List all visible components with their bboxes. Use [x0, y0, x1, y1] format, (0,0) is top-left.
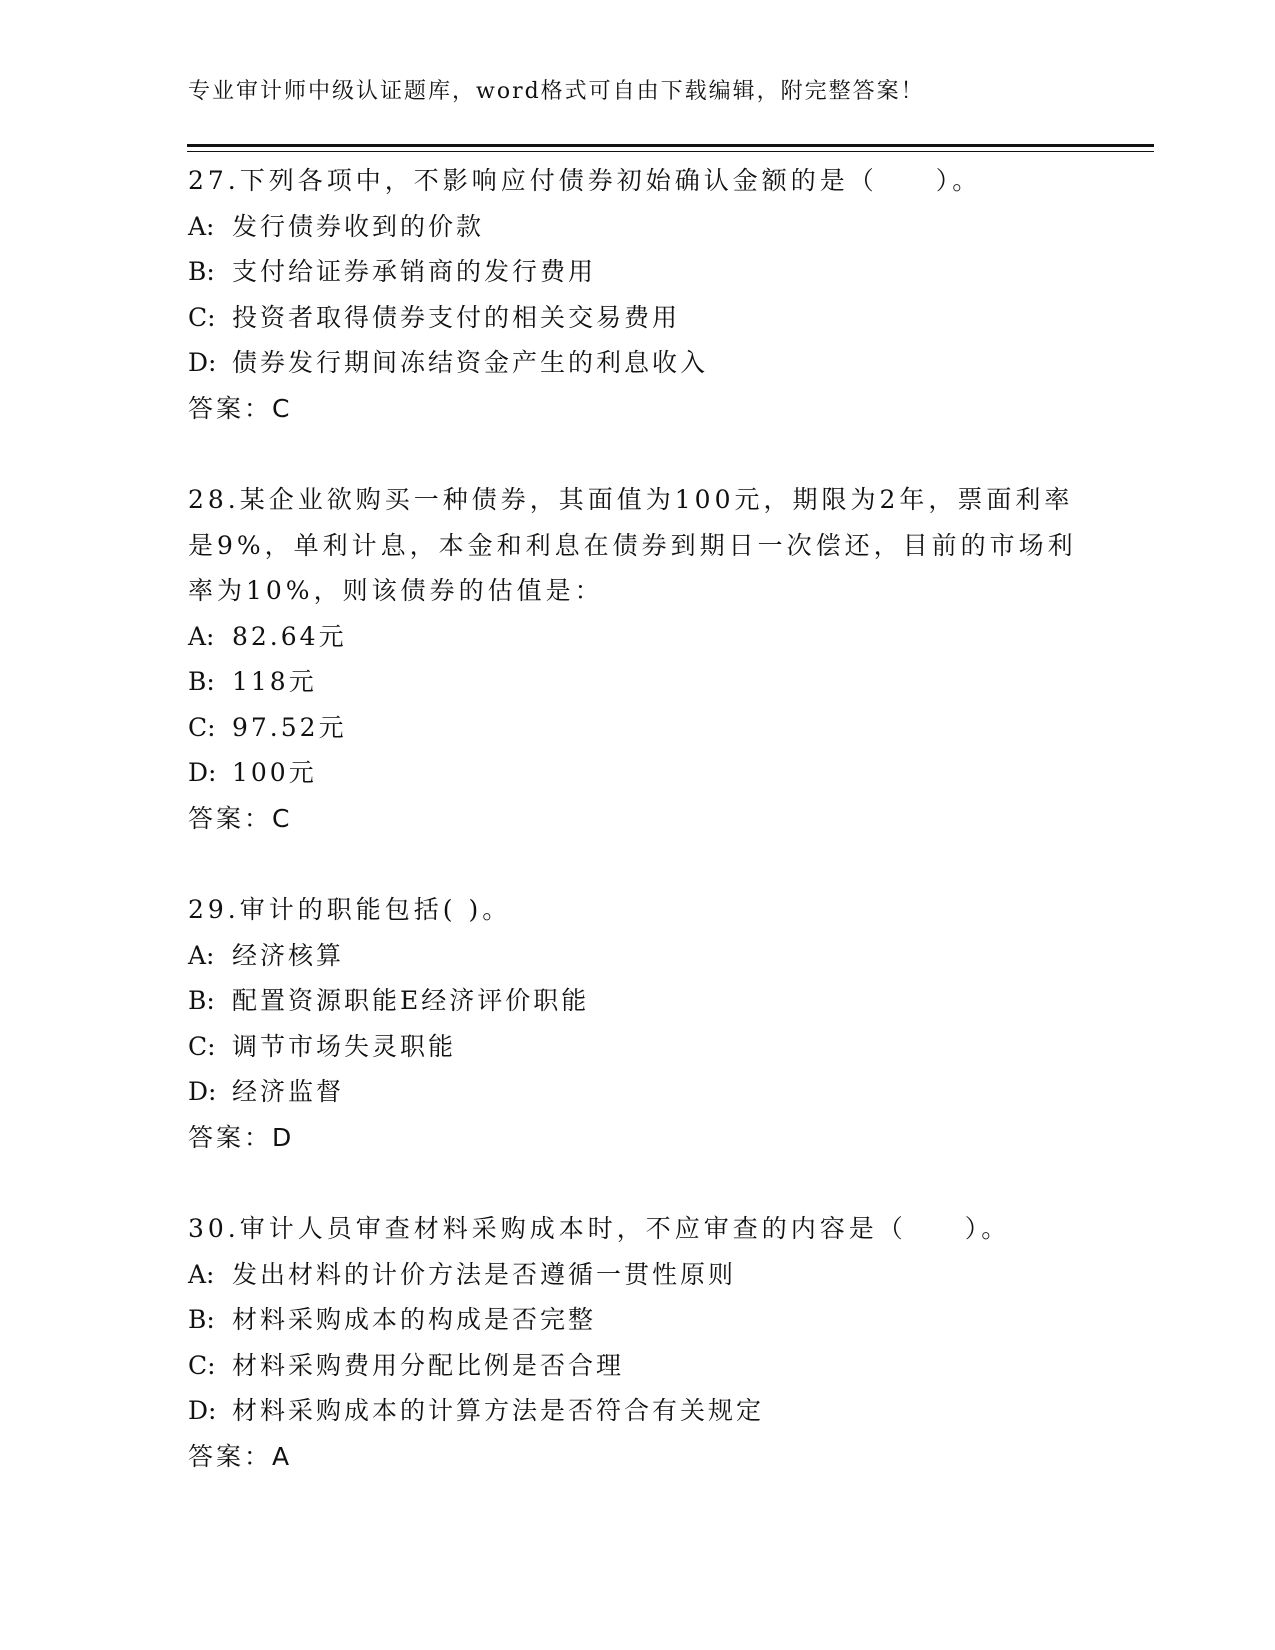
- option-letter: C:: [188, 1031, 216, 1061]
- option-a: [188, 204, 1088, 250]
- question-list: [188, 158, 1088, 1479]
- option-letter: C:: [188, 712, 216, 742]
- option-letter: D:: [188, 1077, 217, 1106]
- option-a: [188, 1252, 1088, 1298]
- option-d: [188, 340, 1088, 386]
- question-stem: 30.审计人员审查材料采购成本时，不应审查的内容是（ ）。: [188, 1214, 1011, 1243]
- option-text: 发出材料的计价方法是否遵循一贯性原则: [232, 1259, 737, 1289]
- option-letter: B:: [188, 257, 215, 286]
- option-letter: C:: [188, 302, 216, 332]
- option-text: 材料采购成本的计算方法是否符合有关规定: [232, 1396, 765, 1425]
- option-a: [188, 933, 1088, 979]
- option-letter: B:: [188, 667, 215, 696]
- question-27: [188, 158, 1088, 431]
- option-letter: C:: [188, 1350, 216, 1380]
- answer: 答案：C: [188, 393, 293, 423]
- option-b: [188, 249, 1088, 295]
- option-d: [188, 750, 1088, 796]
- answer: 答案：D: [188, 1122, 295, 1152]
- option-c: [188, 295, 1088, 341]
- option-letter: D:: [188, 348, 217, 377]
- option-text: 债券发行期间冻结资金产生的利息收入: [232, 348, 709, 377]
- answer: 答案：A: [188, 1441, 293, 1471]
- option-letter: A:: [188, 211, 215, 241]
- option-text: 经济核算: [232, 940, 345, 970]
- option-letter: A:: [188, 940, 215, 970]
- option-letter: D:: [188, 758, 217, 787]
- option-d: [188, 1388, 1088, 1434]
- option-text: 配置资源职能E经济评价职能: [232, 986, 590, 1015]
- question-stem: 29.审计的职能包括( )。: [188, 895, 512, 924]
- header-rule-thin: [187, 151, 1154, 152]
- option-letter: D:: [188, 1396, 217, 1425]
- option-letter: B:: [188, 1305, 215, 1334]
- option-c: [188, 1024, 1088, 1070]
- answer: 答案：C: [188, 803, 293, 833]
- option-d: [188, 1069, 1088, 1115]
- option-text: 100元: [232, 758, 317, 787]
- question-29: [188, 887, 1088, 1160]
- option-letter: A:: [188, 621, 215, 651]
- option-text: 118元: [232, 667, 317, 696]
- option-c: [188, 1343, 1088, 1389]
- question-stem: 28.某企业欲购买一种债券，其面值为100元，期限为2年，票面利率: [188, 485, 1074, 514]
- option-a: [188, 614, 1088, 660]
- page-header: 专业审计师中级认证题库，word格式可自由下载编辑，附完整答案！: [188, 79, 925, 104]
- option-text: 经济监督: [232, 1077, 345, 1106]
- option-text: 调节市场失灵职能: [232, 1031, 457, 1061]
- question-28: [188, 477, 1088, 841]
- option-text: 材料采购费用分配比例是否合理: [232, 1350, 625, 1380]
- header-rule-thick: [187, 144, 1154, 147]
- option-b: [188, 978, 1088, 1024]
- option-text: 发行债券收到的价款: [232, 211, 485, 241]
- option-text: 支付给证券承销商的发行费用: [232, 257, 597, 286]
- question-stem: 率为10%，则该债券的估值是：: [188, 576, 604, 605]
- option-c: [188, 705, 1088, 751]
- option-text: 材料采购成本的构成是否完整: [232, 1305, 597, 1334]
- option-text: 82.64元: [232, 621, 347, 651]
- question-30: [188, 1206, 1088, 1479]
- option-b: [188, 1297, 1088, 1343]
- question-stem: 27.下列各项中，不影响应付债券初始确认金额的是（ ）。: [188, 166, 982, 195]
- option-b: [188, 659, 1088, 705]
- option-text: 97.52元: [232, 712, 347, 742]
- option-letter: B:: [188, 986, 215, 1015]
- option-letter: A:: [188, 1259, 215, 1289]
- option-text: 投资者取得债券支付的相关交易费用: [232, 302, 681, 332]
- question-stem: 是9%，单利计息，本金和利息在债券到期日一次偿还，目前的市场利: [188, 530, 1077, 560]
